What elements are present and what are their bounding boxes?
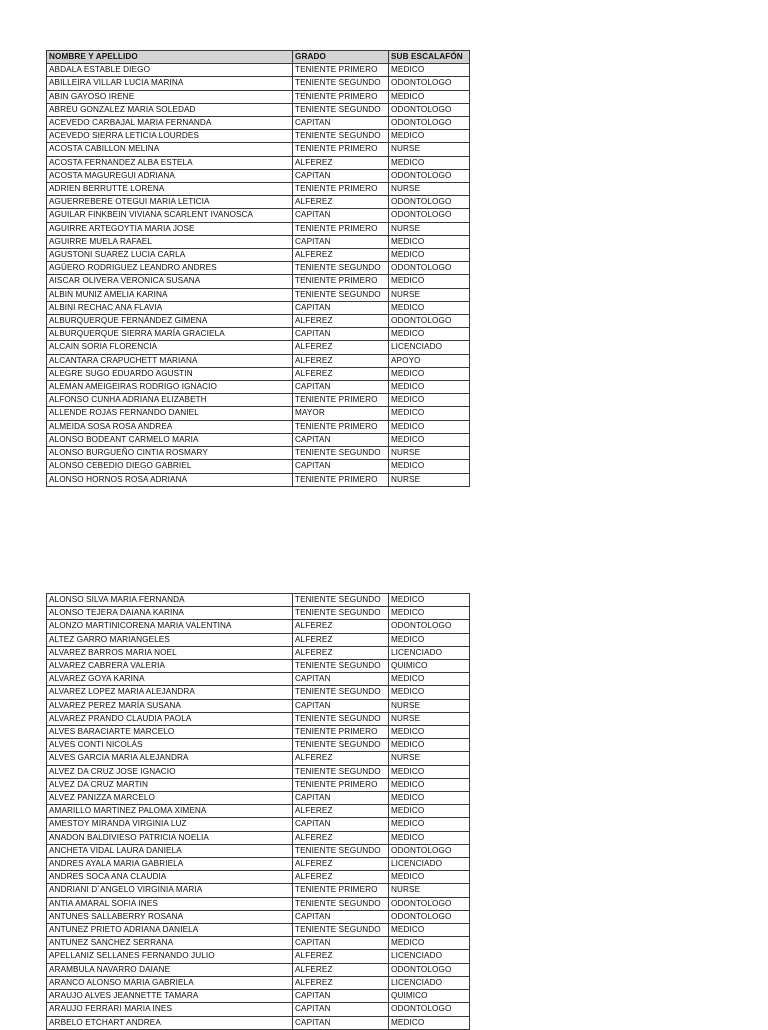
cell-sub-rank: MEDICO [389, 1016, 470, 1029]
personnel-table-1 [46, 50, 470, 487]
cell-sub-rank: ODONTOLOGO [389, 620, 470, 633]
table-row [47, 739, 470, 752]
table-row [47, 473, 470, 486]
table-row [47, 275, 470, 288]
table-row [47, 831, 470, 844]
cell-name: ARANCO ALONSO MARIA GABRIELA [47, 976, 293, 989]
table-row [47, 792, 470, 805]
cell-name: AGUIRRE ARTEGOYTIA MARIA JOSE [47, 222, 293, 235]
table-row [47, 686, 470, 699]
cell-grade: TENIENTE SEGUNDO [293, 924, 389, 937]
cell-sub-rank: NURSE [389, 473, 470, 486]
cell-grade: CAPITAN [293, 792, 389, 805]
table-row [47, 341, 470, 354]
cell-grade: TENIENTE PRIMERO [293, 64, 389, 77]
cell-grade: TENIENTE SEGUNDO [293, 765, 389, 778]
cell-grade: TENIENTE SEGUNDO [293, 844, 389, 857]
table-row [47, 858, 470, 871]
cell-grade: CAPITAN [293, 937, 389, 950]
cell-grade: TENIENTE PRIMERO [293, 143, 389, 156]
cell-sub-rank: QUIMICO [389, 990, 470, 1003]
cell-name: ALEGRE SUGO EDUARDO AGUSTIN [47, 367, 293, 380]
table-row [47, 712, 470, 725]
cell-name: ABIN GAYOSO IRENE [47, 90, 293, 103]
cell-grade: ALFEREZ [293, 367, 389, 380]
table-row [47, 726, 470, 739]
cell-grade: TENIENTE SEGUNDO [293, 130, 389, 143]
table-row [47, 420, 470, 433]
table-row [47, 818, 470, 831]
table-row [47, 752, 470, 765]
table-row [47, 183, 470, 196]
cell-sub-rank: ODONTOLOGO [389, 169, 470, 182]
cell-grade: TENIENTE SEGUNDO [293, 712, 389, 725]
table-row [47, 209, 470, 222]
cell-sub-rank: MEDICO [389, 460, 470, 473]
cell-sub-rank: MEDICO [389, 249, 470, 262]
cell-grade: TENIENTE PRIMERO [293, 183, 389, 196]
cell-name: ALONSO CEBEDIO DIEGO GABRIEL [47, 460, 293, 473]
cell-grade: TENIENTE PRIMERO [293, 778, 389, 791]
cell-sub-rank: MEDICO [389, 633, 470, 646]
cell-grade: TENIENTE SEGUNDO [293, 660, 389, 673]
cell-sub-rank: MEDICO [389, 301, 470, 314]
table-row [47, 315, 470, 328]
cell-sub-rank: MEDICO [389, 407, 470, 420]
table-row [47, 1003, 470, 1016]
table-row [47, 288, 470, 301]
table-row [47, 196, 470, 209]
cell-sub-rank: MEDICO [389, 64, 470, 77]
cell-name: ALCANTARA CRAPUCHETT MARIANA [47, 354, 293, 367]
table-row [47, 765, 470, 778]
cell-sub-rank: MEDICO [389, 673, 470, 686]
cell-sub-rank: ODONTOLOGO [389, 209, 470, 222]
cell-name: ACEVEDO CARBAJAL MARIA FERNANDA [47, 117, 293, 130]
cell-name: ALVEZ DA CRUZ JOSE IGNACIO [47, 765, 293, 778]
cell-grade: CAPITAN [293, 699, 389, 712]
table-row [47, 594, 470, 607]
cell-name: ANDRES SOCA ANA CLAUDIA [47, 871, 293, 884]
cell-name: APELLANIZ SELLANES FERNANDO JULIO [47, 950, 293, 963]
cell-grade: ALFEREZ [293, 249, 389, 262]
cell-name: ALONZO MARTINICORENA MARIA VALENTINA [47, 620, 293, 633]
cell-sub-rank: ODONTOLOGO [389, 844, 470, 857]
cell-grade: TENIENTE SEGUNDO [293, 77, 389, 90]
cell-grade: TENIENTE SEGUNDO [293, 103, 389, 116]
cell-name: ANDRIANI D´ANGELO VIRGINIA MARIA [47, 884, 293, 897]
cell-grade: CAPITAN [293, 235, 389, 248]
table-row [47, 673, 470, 686]
table-row [47, 117, 470, 130]
cell-name: AGUSTONI SUAREZ LUCIA CARLA [47, 249, 293, 262]
cell-sub-rank: LICENCIADO [389, 950, 470, 963]
cell-name: ALBIN MUNIZ AMELIA KARINA [47, 288, 293, 301]
header-grade: GRADO [293, 51, 389, 64]
cell-grade: TENIENTE SEGUNDO [293, 288, 389, 301]
table-row [47, 607, 470, 620]
cell-grade: ALFEREZ [293, 831, 389, 844]
cell-sub-rank: MEDICO [389, 739, 470, 752]
cell-grade: ALFEREZ [293, 633, 389, 646]
cell-grade: ALFEREZ [293, 196, 389, 209]
cell-sub-rank: ODONTOLOGO [389, 262, 470, 275]
cell-name: ABREU GONZALEZ MARIA SOLEDAD [47, 103, 293, 116]
cell-sub-rank: MEDICO [389, 394, 470, 407]
cell-name: ALONSO BURGUEÑO CINTIA ROSMARY [47, 447, 293, 460]
cell-grade: CAPITAN [293, 301, 389, 314]
cell-name: ALONSO TEJERA DAIANA KARINA [47, 607, 293, 620]
cell-name: AISCAR OLIVERA VERONICA SUSANA [47, 275, 293, 288]
cell-name: ABDALA ESTABLE DIEGO [47, 64, 293, 77]
table-row [47, 433, 470, 446]
cell-grade: TENIENTE PRIMERO [293, 394, 389, 407]
table-row [47, 130, 470, 143]
cell-grade: ALFEREZ [293, 752, 389, 765]
cell-grade: TENIENTE PRIMERO [293, 275, 389, 288]
cell-sub-rank: QUIMICO [389, 660, 470, 673]
cell-grade: TENIENTE SEGUNDO [293, 262, 389, 275]
cell-sub-rank: MEDICO [389, 818, 470, 831]
cell-sub-rank: NURSE [389, 288, 470, 301]
cell-name: ALLENDE ROJAS FERNANDO DANIEL [47, 407, 293, 420]
cell-grade: ALFEREZ [293, 858, 389, 871]
cell-name: ACOSTA FERNANDEZ ALBA ESTELA [47, 156, 293, 169]
cell-grade: ALFEREZ [293, 156, 389, 169]
table-row [47, 950, 470, 963]
cell-name: ALBURQUERQUE SIERRA MARÍA GRACIELA [47, 328, 293, 341]
cell-sub-rank: MEDICO [389, 726, 470, 739]
table-row [47, 90, 470, 103]
cell-name: ALVEZ PANIZZA MARCELO [47, 792, 293, 805]
cell-grade: CAPITAN [293, 209, 389, 222]
cell-grade: TENIENTE PRIMERO [293, 473, 389, 486]
cell-sub-rank: LICENCIADO [389, 858, 470, 871]
cell-grade: ALFEREZ [293, 620, 389, 633]
table-row [47, 447, 470, 460]
cell-grade: TENIENTE PRIMERO [293, 884, 389, 897]
cell-name: ALBURQUERQUE FERNÁNDEZ GIMENA [47, 315, 293, 328]
cell-sub-rank: ODONTOLOGO [389, 103, 470, 116]
cell-grade: CAPITAN [293, 169, 389, 182]
table-row [47, 460, 470, 473]
cell-name: ALVAREZ BARROS MARIA NOEL [47, 646, 293, 659]
table-row [47, 871, 470, 884]
table-row [47, 77, 470, 90]
cell-name: AGUILAR FINKBEIN VIVIANA SCARLENT IVANOSCA [47, 209, 293, 222]
cell-grade: ALFEREZ [293, 354, 389, 367]
cell-sub-rank: MEDICO [389, 420, 470, 433]
table-row [47, 963, 470, 976]
cell-grade: MAYOR [293, 407, 389, 420]
cell-grade: TENIENTE SEGUNDO [293, 607, 389, 620]
table-row [47, 620, 470, 633]
cell-grade: TENIENTE SEGUNDO [293, 447, 389, 460]
cell-sub-rank: ODONTOLOGO [389, 77, 470, 90]
cell-sub-rank: MEDICO [389, 433, 470, 446]
cell-sub-rank: LICENCIADO [389, 976, 470, 989]
cell-sub-rank: ODONTOLOGO [389, 1003, 470, 1016]
cell-sub-rank: MEDICO [389, 328, 470, 341]
cell-name: ANTIA AMARAL SOFIA INES [47, 897, 293, 910]
table-row [47, 301, 470, 314]
cell-sub-rank: NURSE [389, 699, 470, 712]
cell-sub-rank: MEDICO [389, 594, 470, 607]
cell-grade: CAPITAN [293, 990, 389, 1003]
table-row [47, 235, 470, 248]
cell-grade: TENIENTE SEGUNDO [293, 897, 389, 910]
cell-grade: TENIENTE SEGUNDO [293, 739, 389, 752]
cell-name: ARAUJO ALVES JEANNETTE TAMARA [47, 990, 293, 1003]
cell-name: AGÜERO RODRIGUEZ LEANDRO ANDRES [47, 262, 293, 275]
cell-grade: CAPITAN [293, 910, 389, 923]
table-row [47, 143, 470, 156]
cell-name: ALVES CONTI NICOLÁS [47, 739, 293, 752]
cell-name: ANCHETA VIDAL LAURA DANIELA [47, 844, 293, 857]
table-row [47, 407, 470, 420]
table-row [47, 249, 470, 262]
table-row [47, 976, 470, 989]
cell-grade: TENIENTE PRIMERO [293, 420, 389, 433]
cell-name: ANADON BALDIVIESO PATRICIA NOELIA [47, 831, 293, 844]
cell-sub-rank: MEDICO [389, 275, 470, 288]
cell-sub-rank: MEDICO [389, 156, 470, 169]
table-row [47, 381, 470, 394]
cell-sub-rank: ODONTOLOGO [389, 963, 470, 976]
cell-sub-rank: NURSE [389, 183, 470, 196]
cell-name: ACEVEDO SIERRA LETICIA LOURDES [47, 130, 293, 143]
table-row [47, 103, 470, 116]
cell-sub-rank: MEDICO [389, 871, 470, 884]
cell-name: ABILLEIRA VILLAR LUCIA MARINA [47, 77, 293, 90]
cell-sub-rank: NURSE [389, 752, 470, 765]
table-row [47, 884, 470, 897]
cell-name: ALVES BARACIARTE MARCELO [47, 726, 293, 739]
table-row [47, 262, 470, 275]
cell-sub-rank: LICENCIADO [389, 646, 470, 659]
cell-sub-rank: MEDICO [389, 792, 470, 805]
cell-sub-rank: MEDICO [389, 367, 470, 380]
personnel-table-2 [46, 593, 470, 1030]
cell-name: AMESTOY MIRANDA VIRGINIA LUZ [47, 818, 293, 831]
table-row [47, 328, 470, 341]
cell-sub-rank: ODONTOLOGO [389, 910, 470, 923]
cell-grade: CAPITAN [293, 460, 389, 473]
cell-name: ALVES GARCIA MARIA ALEJANDRA [47, 752, 293, 765]
cell-grade: CAPITAN [293, 381, 389, 394]
cell-name: AGUIRRE MUELA RAFAEL [47, 235, 293, 248]
cell-name: ANTUNEZ SANCHEZ SERRANA [47, 937, 293, 950]
cell-sub-rank: ODONTOLOGO [389, 117, 470, 130]
cell-sub-rank: ODONTOLOGO [389, 897, 470, 910]
cell-sub-rank: MEDICO [389, 381, 470, 394]
table-body-1 [47, 64, 470, 487]
cell-grade: ALFEREZ [293, 950, 389, 963]
cell-name: ALVEZ DA CRUZ MARTIN [47, 778, 293, 791]
table-row [47, 1016, 470, 1029]
table-body-2 [47, 594, 470, 1030]
cell-sub-rank: MEDICO [389, 130, 470, 143]
table-row [47, 844, 470, 857]
cell-name: AGUERREBERE OTEGUI MARIA LETICIA [47, 196, 293, 209]
cell-name: ALONSO BODEANT CARMELO MARIA [47, 433, 293, 446]
cell-grade: TENIENTE PRIMERO [293, 222, 389, 235]
cell-sub-rank: APOYO [389, 354, 470, 367]
cell-name: ARAMBULA NAVARRO DAIANE [47, 963, 293, 976]
table-row [47, 699, 470, 712]
cell-grade: CAPITAN [293, 433, 389, 446]
cell-grade: TENIENTE PRIMERO [293, 90, 389, 103]
cell-name: AMARILLO MARTINEZ PALOMA XIMENA [47, 805, 293, 818]
cell-name: ALCAIN SORIA FLORENCIA [47, 341, 293, 354]
cell-name: ACOSTA CABILLON MELINA [47, 143, 293, 156]
cell-name: ANTUNEZ PRIETO ADRIANA DANIELA [47, 924, 293, 937]
cell-grade: CAPITAN [293, 673, 389, 686]
cell-name: ALBINI RECHAC ANA FLAVIA [47, 301, 293, 314]
table-row [47, 990, 470, 1003]
cell-name: ALONSO HORNOS ROSA ADRIANA [47, 473, 293, 486]
table-row [47, 222, 470, 235]
cell-sub-rank: MEDICO [389, 778, 470, 791]
cell-name: ALVAREZ PRANDO CLAUDIA PAOLA [47, 712, 293, 725]
header-row [47, 51, 470, 64]
cell-grade: ALFEREZ [293, 341, 389, 354]
cell-name: ALVAREZ PEREZ MARÍA SUSANA [47, 699, 293, 712]
cell-sub-rank: LICENCIADO [389, 341, 470, 354]
cell-sub-rank: MEDICO [389, 937, 470, 950]
cell-sub-rank: NURSE [389, 447, 470, 460]
table-row [47, 646, 470, 659]
cell-grade: ALFEREZ [293, 871, 389, 884]
cell-grade: TENIENTE SEGUNDO [293, 686, 389, 699]
cell-name: ANTUNES SALLABERRY ROSANA [47, 910, 293, 923]
table-row [47, 897, 470, 910]
cell-sub-rank: MEDICO [389, 765, 470, 778]
cell-name: ALVAREZ CABRERA VALERIA [47, 660, 293, 673]
table-row [47, 354, 470, 367]
cell-grade: CAPITAN [293, 117, 389, 130]
cell-grade: ALFEREZ [293, 315, 389, 328]
table-row [47, 660, 470, 673]
cell-name: ALEMAN AMEIGEIRAS RODRIGO IGNACIO [47, 381, 293, 394]
table-row [47, 778, 470, 791]
cell-grade: CAPITAN [293, 328, 389, 341]
cell-name: ADRIEN BERRUTTE LORENA [47, 183, 293, 196]
table-row [47, 937, 470, 950]
cell-name: ALVAREZ LOPEZ MARIA ALEJANDRA [47, 686, 293, 699]
cell-grade: TENIENTE PRIMERO [293, 726, 389, 739]
cell-sub-rank: MEDICO [389, 90, 470, 103]
table-row [47, 64, 470, 77]
header-sub-rank: SUB ESCALAFÓN [389, 51, 470, 64]
cell-name: ALVAREZ GOYA KARINA [47, 673, 293, 686]
cell-grade: ALFEREZ [293, 976, 389, 989]
cell-sub-rank: MEDICO [389, 805, 470, 818]
table-row [47, 805, 470, 818]
cell-sub-rank: ODONTOLOGO [389, 315, 470, 328]
cell-name: ALTEZ GARRO MARIANGELES [47, 633, 293, 646]
cell-sub-rank: MEDICO [389, 235, 470, 248]
cell-name: ANDRES AYALA MARIA GABRIELA [47, 858, 293, 871]
cell-sub-rank: NURSE [389, 884, 470, 897]
cell-name: ALMEIDA SOSA ROSA ANDREA [47, 420, 293, 433]
cell-sub-rank: MEDICO [389, 924, 470, 937]
cell-grade: TENIENTE SEGUNDO [293, 594, 389, 607]
cell-grade: ALFEREZ [293, 646, 389, 659]
table-row [47, 924, 470, 937]
cell-sub-rank: NURSE [389, 143, 470, 156]
cell-sub-rank: MEDICO [389, 607, 470, 620]
cell-grade: ALFEREZ [293, 805, 389, 818]
cell-name: ARBELO ETCHART ANDREA [47, 1016, 293, 1029]
cell-name: ALONSO SILVA MARIA FERNANDA [47, 594, 293, 607]
table-row [47, 910, 470, 923]
table-row [47, 394, 470, 407]
cell-name: ALFONSO CUNHA ADRIANA ELIZABETH [47, 394, 293, 407]
table-row [47, 633, 470, 646]
cell-grade: CAPITAN [293, 818, 389, 831]
table-row [47, 367, 470, 380]
table-row [47, 156, 470, 169]
cell-name: ACOSTA MAGUREGUI ADRIANA [47, 169, 293, 182]
cell-sub-rank: ODONTOLOGO [389, 196, 470, 209]
cell-name: ARAUJO FERRARI MARIA INES [47, 1003, 293, 1016]
cell-sub-rank: NURSE [389, 712, 470, 725]
cell-sub-rank: MEDICO [389, 831, 470, 844]
cell-sub-rank: NURSE [389, 222, 470, 235]
cell-sub-rank: MEDICO [389, 686, 470, 699]
cell-grade: CAPITAN [293, 1003, 389, 1016]
table-row [47, 169, 470, 182]
header-name: NOMBRE Y APELLIDO [47, 51, 293, 64]
cell-grade: CAPITAN [293, 1016, 389, 1029]
cell-grade: ALFEREZ [293, 963, 389, 976]
